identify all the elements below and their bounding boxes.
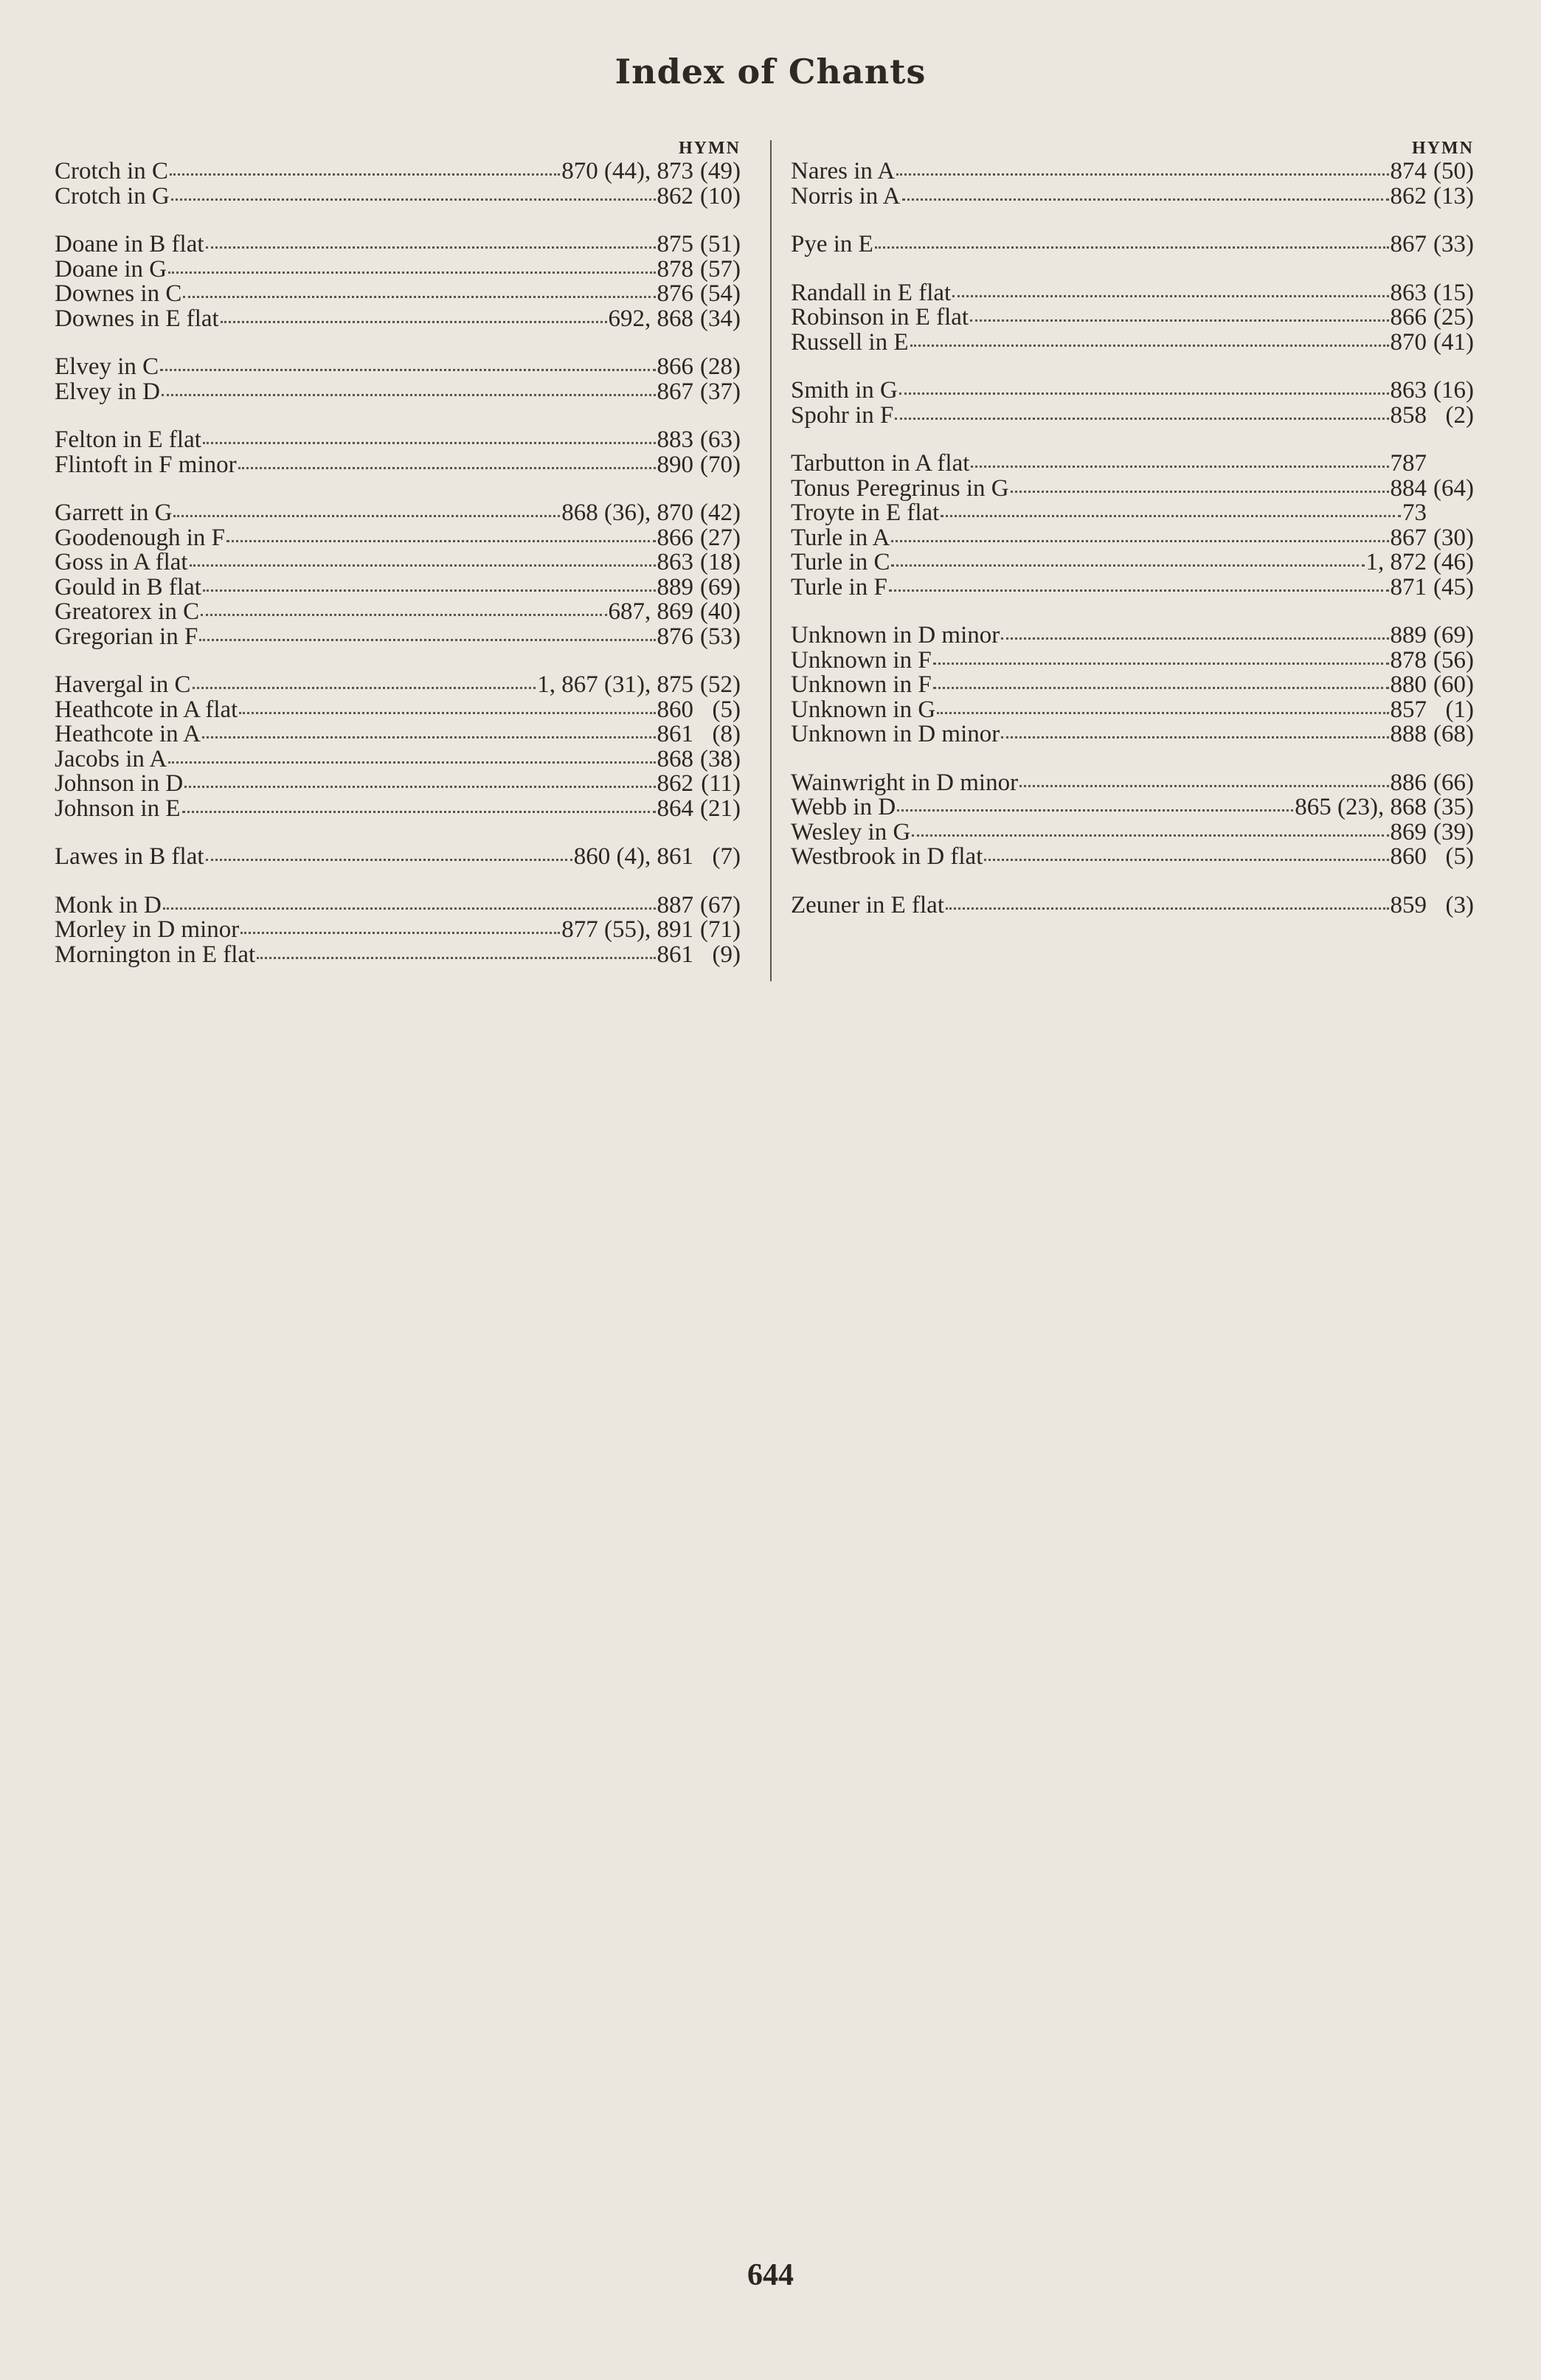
right-index-list [791, 159, 1474, 918]
hymn-number: 869 [1390, 818, 1427, 845]
index-entry [791, 698, 1474, 723]
hymn-column-header: HYMN [1412, 139, 1474, 158]
index-entry [791, 795, 1474, 820]
chant-number: (33) [1433, 231, 1474, 257]
hymn-number: 889 [1390, 622, 1427, 648]
dot-leader [240, 932, 560, 934]
chant-name: Wainwright in D minor [791, 769, 1019, 796]
chant-number: (54) [700, 280, 741, 307]
page-title: Index of Chants [614, 52, 927, 91]
index-entry [791, 474, 1474, 502]
hymn-number: 863 [1390, 279, 1427, 306]
chant-name: Unknown in D minor [791, 622, 1000, 648]
dot-leader [257, 957, 655, 959]
hymn-number: 868 [657, 745, 693, 772]
index-entry [791, 328, 1474, 356]
index-group [791, 893, 1474, 919]
index-entry [791, 648, 1474, 674]
hymn-number: 857 [1390, 696, 1427, 723]
hymn-number: 866 [657, 353, 693, 380]
hymn-number: 871 [1390, 573, 1427, 601]
chant-name: Flintoft in F minor [55, 451, 237, 478]
chant-number: (5) [1445, 843, 1474, 870]
index-entry [791, 232, 1474, 257]
hymn-number: 863 [1390, 377, 1427, 404]
index-entry [791, 550, 1474, 575]
index-entry [55, 526, 741, 551]
index-entry [55, 722, 741, 747]
chant-number: (40) [700, 598, 741, 625]
chant-number: (45) [1433, 573, 1474, 601]
page-number: 644 [747, 2258, 794, 2292]
index-entry [55, 772, 741, 797]
chant-name: Tonus Peregrinus in G [791, 474, 1009, 502]
dot-leader [952, 295, 1388, 297]
hymn-number: 877 (55), 891 [561, 916, 693, 943]
chant-number: (11) [701, 770, 741, 797]
chant-name: Doane in B flat [55, 231, 204, 257]
index-group [55, 893, 741, 968]
chant-number: (71) [700, 916, 741, 943]
chant-name: Westbrook in D flat [791, 843, 983, 870]
chant-number: (8) [712, 721, 741, 747]
hymn-number: 890 [657, 451, 693, 478]
chant-number: (30) [1433, 524, 1474, 551]
chant-number: (52) [700, 671, 741, 698]
hymn-number: 866 [1390, 304, 1427, 331]
chant-number: (42) [700, 499, 741, 526]
hymn-column-header: HYMN [679, 139, 741, 158]
chant-number: (69) [1433, 622, 1474, 648]
chant-number: (3) [1445, 891, 1474, 919]
index-entry [55, 575, 741, 601]
index-entry [55, 673, 741, 698]
chant-name: Jacobs in A [55, 745, 167, 772]
dot-leader [910, 345, 1389, 347]
index-entry [791, 722, 1474, 747]
chant-number: (46) [1433, 549, 1474, 575]
chant-name: Doane in G [55, 255, 167, 283]
dot-leader [193, 687, 536, 689]
index-entry [791, 526, 1474, 551]
dot-leader [202, 736, 656, 738]
dot-leader [168, 761, 655, 764]
chant-number: (5) [712, 696, 741, 723]
left-index-list [55, 159, 741, 967]
index-entry [791, 378, 1474, 404]
hymn-number: 870 (44), 873 [561, 158, 693, 184]
index-group [55, 232, 741, 331]
chant-name: Downes in E flat [55, 305, 219, 332]
dot-leader [1001, 637, 1388, 640]
chant-number: (9) [712, 941, 741, 968]
index-group [55, 159, 741, 209]
dot-leader [1001, 736, 1388, 738]
dot-leader [182, 811, 656, 813]
index-entry [791, 184, 1474, 210]
chant-name: Johnson in E [55, 795, 181, 822]
chant-number: (70) [700, 451, 741, 478]
chant-number: (18) [700, 549, 741, 575]
chant-number: (53) [700, 623, 741, 650]
index-entry [791, 820, 1474, 845]
hymn-number: 868 (36), 870 [561, 499, 693, 526]
chant-number: (56) [1433, 646, 1474, 674]
index-entry [791, 771, 1474, 796]
chant-name: Gregorian in F [55, 623, 198, 650]
hymn-number: 787 [1390, 450, 1427, 477]
hymn-number: 870 [1390, 328, 1427, 356]
chant-name: Johnson in D [55, 770, 184, 797]
hymn-number: 1, 872 [1365, 549, 1427, 575]
chant-number: (21) [700, 795, 741, 822]
chant-name: Downes in C [55, 280, 182, 307]
dot-leader [1019, 785, 1388, 787]
chant-name: Unknown in F [791, 671, 932, 698]
hymn-number: 883 [657, 426, 693, 453]
dot-leader [226, 540, 656, 542]
chant-name: Unknown in F [791, 646, 932, 674]
index-entry [791, 305, 1474, 331]
hymn-number: 863 [657, 549, 693, 575]
index-entry [791, 845, 1474, 870]
hymn-number: 888 [1390, 721, 1427, 747]
dot-leader [899, 392, 1389, 395]
chant-number: (15) [1433, 279, 1474, 306]
dot-leader [170, 173, 560, 176]
index-entry [55, 159, 741, 184]
chant-number: (66) [1433, 769, 1474, 796]
chant-number: (16) [1433, 377, 1474, 404]
chant-number: (51) [700, 231, 741, 257]
chant-name: Felton in E flat [55, 426, 201, 453]
chant-name: Havergal in C [55, 671, 191, 698]
chant-number: (37) [700, 378, 741, 405]
index-entry [55, 918, 741, 943]
index-entry [791, 623, 1474, 648]
chant-name: Heathcote in A [55, 721, 201, 747]
chant-name: Elvey in D [55, 378, 160, 405]
index-group [791, 159, 1474, 209]
hymn-number: 867 [1390, 231, 1427, 257]
dot-leader [971, 466, 1388, 468]
hymn-number: 862 [657, 770, 693, 797]
index-entry [55, 428, 741, 453]
chant-name: Turle in C [791, 549, 890, 575]
chant-name: Elvey in C [55, 353, 159, 380]
dot-leader [941, 515, 1401, 517]
index-entry [55, 600, 741, 625]
chant-number: (63) [700, 426, 741, 453]
hymn-number: 875 [657, 231, 693, 257]
dot-leader [902, 198, 1389, 201]
index-entry [55, 501, 741, 526]
chant-number: (49) [700, 158, 741, 184]
hymn-number: 867 [657, 378, 693, 405]
hymn-number: 687, 869 [608, 598, 693, 625]
dot-leader [875, 246, 1389, 249]
chant-name: Unknown in D minor [791, 721, 1000, 747]
index-entry [791, 159, 1474, 184]
chant-name: Goodenough in F [55, 524, 225, 551]
hymn-number: 874 [1390, 158, 1427, 184]
dot-leader [199, 639, 655, 641]
hymn-number: 889 [657, 573, 693, 601]
chant-name: Tarbutton in A flat [791, 450, 970, 477]
chant-name: Robinson in E flat [791, 304, 969, 331]
hymn-number: 887 [657, 891, 693, 919]
hymn-number: 1, 867 (31), 875 [537, 671, 693, 698]
dot-leader [221, 321, 607, 323]
dot-leader [201, 614, 606, 616]
chant-number: (1) [1445, 696, 1474, 723]
chant-name: Spohr in F [791, 401, 894, 429]
index-group [791, 378, 1474, 428]
chant-number: (60) [1433, 671, 1474, 698]
hymn-number: 73 [1402, 499, 1427, 526]
dot-leader [206, 859, 572, 861]
hymn-number: 878 [657, 255, 693, 283]
hymn-number: 886 [1390, 769, 1427, 796]
chant-name: Morley in D minor [55, 916, 240, 943]
dot-leader [203, 442, 656, 444]
dot-leader [970, 319, 1388, 322]
chant-name: Heathcote in A flat [55, 696, 238, 723]
index-entry [791, 401, 1474, 429]
hymn-number: 692, 868 [608, 305, 693, 332]
dot-leader [173, 515, 560, 517]
index-entry [791, 575, 1474, 601]
index-entry [55, 307, 741, 332]
index-group [55, 673, 741, 821]
dot-leader [239, 712, 655, 714]
index-entry [55, 698, 741, 723]
hymn-number: 867 [1390, 524, 1427, 551]
index-entry [55, 453, 741, 478]
dot-leader [946, 907, 1389, 910]
index-entry [791, 893, 1474, 919]
hymn-number: 859 [1390, 891, 1427, 919]
index-group [791, 623, 1474, 747]
chant-number: (34) [700, 305, 741, 332]
column-divider [770, 140, 772, 981]
dot-leader [912, 834, 1388, 837]
chant-number: (10) [700, 182, 741, 210]
hymn-number: 878 [1390, 646, 1427, 674]
index-entry [55, 747, 741, 772]
chant-number: (27) [700, 524, 741, 551]
chant-number: (38) [700, 745, 741, 772]
dot-leader [160, 369, 655, 371]
chant-number: (67) [700, 891, 741, 919]
chant-number: (25) [1433, 304, 1474, 331]
index-entry [55, 232, 741, 257]
chant-number: (68) [1433, 721, 1474, 747]
index-entry [55, 282, 741, 307]
chant-number: (13) [1433, 182, 1474, 210]
index-entry [791, 281, 1474, 306]
index-group [791, 232, 1474, 257]
index-entry [55, 355, 741, 380]
index-group [55, 428, 741, 477]
dot-leader [162, 394, 656, 396]
chant-number: (57) [700, 255, 741, 283]
dot-leader [937, 712, 1388, 714]
index-entry [55, 797, 741, 822]
chant-number: (41) [1433, 328, 1474, 356]
dot-leader [168, 271, 655, 274]
dot-leader [203, 589, 656, 592]
dot-leader [206, 246, 656, 249]
dot-leader [889, 589, 1389, 592]
dot-leader [238, 467, 656, 469]
dot-leader [933, 687, 1389, 689]
chant-name: Goss in A flat [55, 549, 188, 575]
index-entry [55, 184, 741, 210]
index-group [55, 501, 741, 649]
chant-name: Crotch in C [55, 158, 168, 184]
chant-name: Lawes in B flat [55, 843, 204, 870]
chant-name: Nares in A [791, 158, 896, 184]
index-entry [55, 893, 741, 919]
dot-leader [896, 173, 1388, 176]
dot-leader [984, 859, 1388, 861]
dot-leader [895, 418, 1388, 420]
chant-name: Webb in D [791, 794, 896, 820]
chant-name: Greatorex in C [55, 598, 200, 625]
right-column [791, 137, 1474, 941]
index-entry [791, 452, 1474, 477]
hymn-number: 876 [657, 623, 693, 650]
chant-number: (7) [712, 843, 741, 870]
chant-name: Pye in E [791, 231, 873, 257]
hymn-number: 860 [1390, 843, 1427, 870]
dot-leader [891, 564, 1364, 567]
chant-number: (28) [700, 353, 741, 380]
index-group [791, 452, 1474, 600]
hymn-number: 858 [1390, 401, 1427, 429]
index-entry [55, 625, 741, 650]
chant-name: Gould in B flat [55, 573, 201, 601]
index-entry [55, 257, 741, 283]
index-entry [55, 550, 741, 575]
hymn-number: 876 [657, 280, 693, 307]
chant-name: Monk in D [55, 891, 162, 919]
chant-name: Smith in G [791, 377, 898, 404]
index-entry [791, 501, 1474, 526]
chant-name: Wesley in G [791, 818, 911, 845]
chant-name: Mornington in E flat [55, 941, 256, 968]
chant-number: (50) [1433, 158, 1474, 184]
hymn-number: 884 [1390, 474, 1427, 502]
chant-name: Unknown in G [791, 696, 936, 723]
index-entry [55, 380, 741, 405]
chant-name: Zeuner in E flat [791, 891, 944, 919]
index-entry [55, 943, 741, 968]
hymn-number: 866 [657, 524, 693, 551]
dot-leader [897, 809, 1293, 812]
hymn-number: 861 [657, 941, 693, 968]
index-group [791, 281, 1474, 356]
dot-leader [190, 564, 656, 567]
index-group [55, 355, 741, 404]
chant-number: (2) [1445, 401, 1474, 429]
hymn-number: 862 [657, 182, 693, 210]
chant-name: Norris in A [791, 182, 901, 210]
chant-name: Garrett in G [55, 499, 173, 526]
dot-leader [1011, 491, 1389, 493]
dot-leader [933, 663, 1389, 665]
hymn-number: 880 [1390, 671, 1427, 698]
chant-name: Troyte in E flat [791, 499, 940, 526]
hymn-number: 860 (4), 861 [573, 843, 693, 870]
hymn-number: 862 [1390, 182, 1427, 210]
dot-leader [891, 540, 1388, 542]
index-group [791, 771, 1474, 870]
dot-leader [171, 198, 656, 201]
chant-number: (39) [1433, 818, 1474, 845]
hymn-number: 864 [657, 795, 693, 822]
chant-number: (69) [700, 573, 741, 601]
chant-name: Randall in E flat [791, 279, 952, 306]
hymn-number: 860 [657, 696, 693, 723]
chant-number: (64) [1433, 474, 1474, 502]
left-column [55, 137, 741, 991]
chant-name: Crotch in G [55, 182, 170, 210]
index-entry [55, 845, 741, 870]
chant-number: (35) [1433, 794, 1474, 820]
chant-name: Turle in F [791, 573, 887, 601]
dot-leader [163, 907, 656, 910]
index-entry [791, 673, 1474, 698]
chant-name: Russell in E [791, 328, 909, 356]
index-group [55, 845, 741, 870]
hymn-number: 865 (23), 868 [1295, 794, 1427, 820]
dot-leader [183, 296, 655, 298]
dot-leader [184, 786, 655, 788]
chant-name: Turle in A [791, 524, 890, 551]
hymn-number: 861 [657, 721, 693, 747]
